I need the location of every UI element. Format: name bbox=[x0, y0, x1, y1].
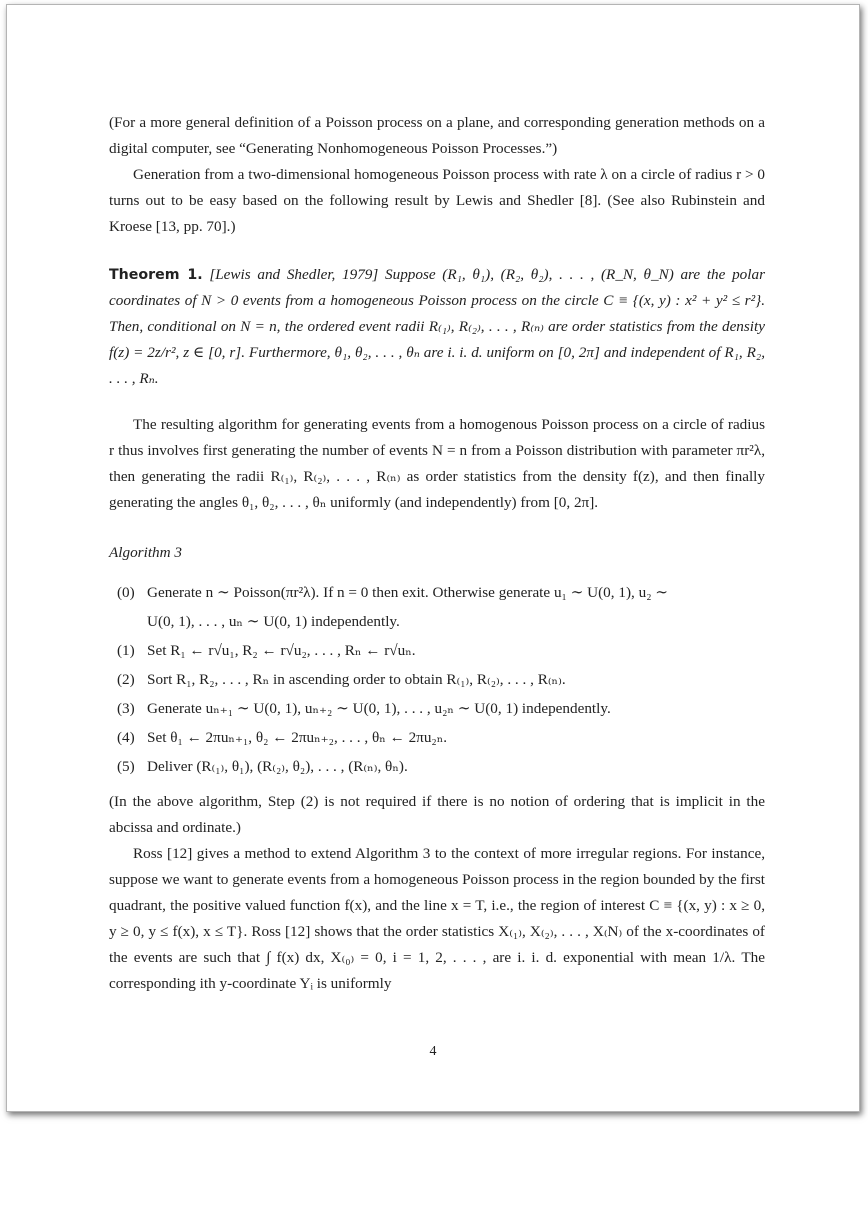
step-text: Sort R₁, R₂, . . . , Rₙ in ascending order to obtain R₍₁₎, R₍₂₎, . . . , R₍ₙ₎. bbox=[147, 671, 566, 688]
step-number: (5) bbox=[117, 758, 135, 775]
algorithm-step-0 bbox=[117, 578, 765, 607]
document-page bbox=[6, 4, 860, 1112]
paragraph-1: (For a more general definition of a Poisson process on a plane, and corresponding generation methods on a digital computer, see “Generating Nonhomogeneous Poisson Processes.”) bbox=[109, 114, 765, 157]
paragraph-4: (In the above algorithm, Step (2) is not required if there is no notion of ordering that is implicit in the abcissa and ordinate.) bbox=[109, 793, 765, 836]
algorithm-step-5 bbox=[117, 752, 765, 781]
step-number: (2) bbox=[117, 671, 135, 688]
step-number: (1) bbox=[117, 642, 135, 659]
paragraph-2: Generation from a two-dimensional homogeneous Poisson process with rate λ on a circle of radius r > 0 turns out to be easy based on the following result by Lewis and Shedler [8]. (See also Rubinstein and Kroese [13, pp. 70].) bbox=[109, 166, 765, 235]
algorithm-step-4 bbox=[117, 723, 765, 752]
step-number: (4) bbox=[117, 729, 135, 746]
algorithm-steps bbox=[109, 578, 765, 781]
paragraph-3: The resulting algorithm for generating events from a homogenous Poisson process on a circle of radius r thus involves first generating the number of events N = n from a Poisson distribution with parameter πr²λ, then generating the radii R₍₁₎, R₍₂₎, . . . , R₍ₙ₎ as order statistics from the density f(z), and then finally generating the angles θ₁, θ₂, . . . , θₙ uniformly (and independently) from [0, 2π]. bbox=[109, 416, 765, 511]
step-text: Generate n ∼ Poisson(πr²λ). If n = 0 then exit. Otherwise generate u₁ ∼ U(0, 1), u₂ ∼ bbox=[147, 584, 669, 601]
page-number: 4 bbox=[429, 1044, 437, 1059]
step-number: (0) bbox=[117, 584, 135, 601]
step-text: Set R₁ ← r√u₁, R₂ ← r√u₂, . . . , Rₙ ← r√uₙ. bbox=[147, 642, 416, 659]
step-text: U(0, 1), . . . , uₙ ∼ U(0, 1) independently. bbox=[147, 613, 400, 630]
theorem-1 bbox=[109, 262, 765, 392]
step-text: Generate uₙ₊₁ ∼ U(0, 1), uₙ₊₂ ∼ U(0, 1), . . . , u₂ₙ ∼ U(0, 1) independently. bbox=[147, 700, 611, 717]
step-number: (3) bbox=[117, 700, 135, 717]
algorithm-step-0-continued bbox=[117, 607, 765, 636]
paragraph-5: Ross [12] gives a method to extend Algorithm 3 to the context of more irregular regions. For instance, suppose we want to generate events from a homogeneous Poisson process in the region bounded by the first quadrant, the positive valued function f(x), and the line x = T, i.e., the region of interest C ≡ {(x, y) : x ≥ 0, y ≥ 0, y ≤ f(x), x ≤ T}. Ross [12] shows that the order statistics X₍₁₎, X₍₂₎, . . . , X₍N₎ of the x-coordinates of the events are such that ∫ f(x) dx, X₍₀₎ = 0, i = 1, 2, . . . , are i. i. d. exponential with mean 1/λ. The corresponding ith y-coordinate Yᵢ is uniformly bbox=[109, 845, 765, 992]
algorithm-step-3 bbox=[117, 694, 765, 723]
step-text: Deliver (R₍₁₎, θ₁), (R₍₂₎, θ₂), . . . , (R₍ₙ₎, θₙ). bbox=[147, 758, 408, 775]
theorem-label: Theorem 1. bbox=[109, 267, 203, 283]
step-text: Set θ₁ ← 2πuₙ₊₁, θ₂ ← 2πuₙ₊₂, . . . , θₙ ← 2πu₂ₙ. bbox=[147, 729, 448, 746]
theorem-body: [Lewis and Shedler, 1979] Suppose (R₁, θ₁), (R₂, θ₂), . . . , (R_N, θ_N) are the polar coordinates of N > 0 events from a homogeneous Poisson process on the circle C ≡ {(x, y) : x² + y² ≤ r²}. Then, conditional on N = n, the ordered event radii R₍₁₎, R₍₂₎, . . . , R₍ₙ₎ are order statistics from the density f(z) = 2z/r², z ∈ [0, r]. Furthermore, θ₁, θ₂, . . . , θₙ are i. i. d. uniform on [0, 2π] and independent of R₁, R₂, . . . , Rₙ. bbox=[109, 266, 765, 387]
page-content bbox=[109, 110, 765, 997]
algorithm-step-2 bbox=[117, 665, 765, 694]
algorithm-step-1 bbox=[117, 636, 765, 665]
algorithm-title: Algorithm 3 bbox=[109, 544, 182, 561]
